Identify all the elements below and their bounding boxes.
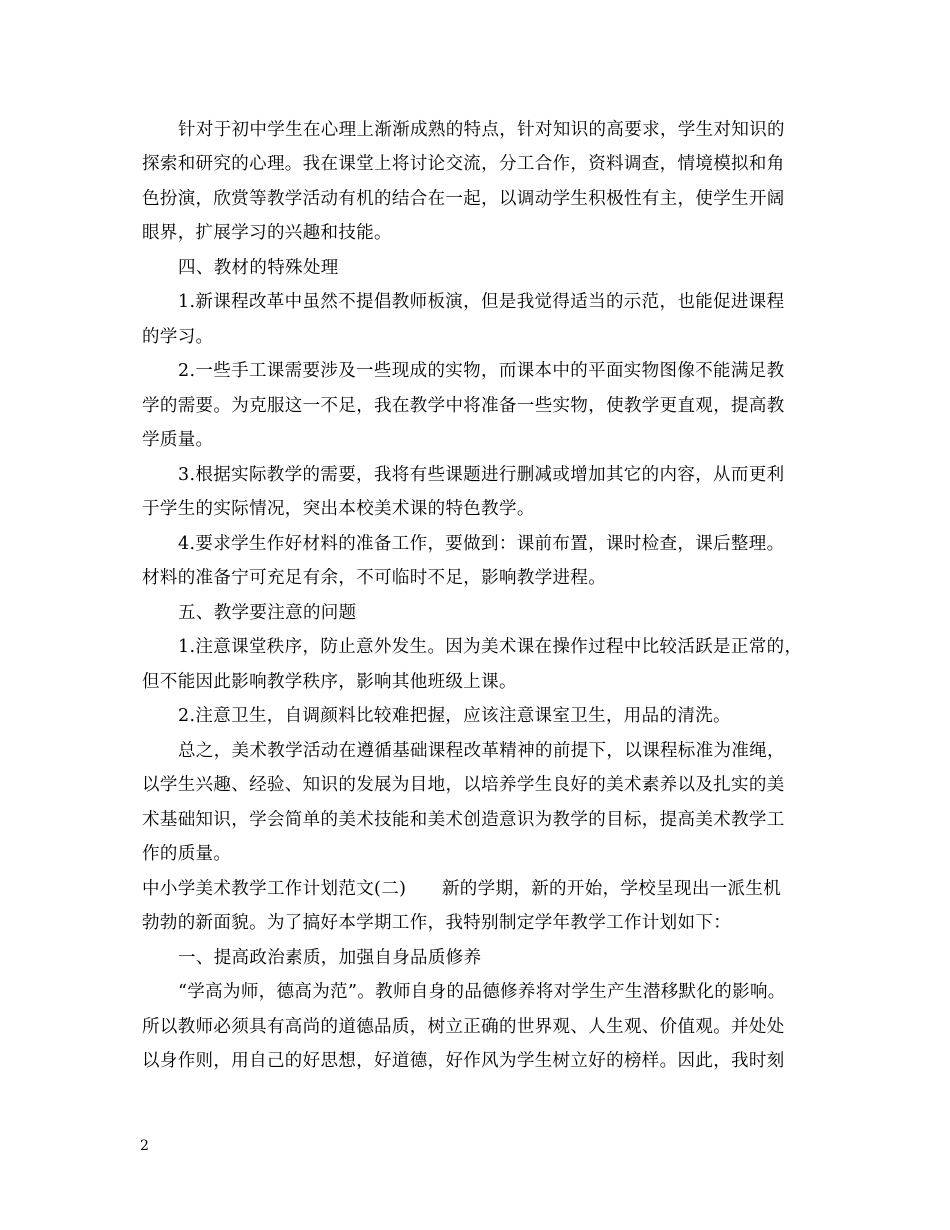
text-line: 于学生的实际情况，突出本校美术课的特色教学。: [142, 499, 535, 519]
text-line: 1.注意课堂秩序，防止意外发生。因为美术课在操作过程中比较活跃是正常的，: [178, 637, 803, 657]
document-subtitle: 中小学美术教学工作计划范文(二) 新的学期，新的开始，学校呈现出一派生机: [142, 879, 782, 899]
text-line: 的学习。: [142, 327, 214, 347]
text-line: 学质量。: [142, 430, 214, 450]
text-line: 作的质量。: [142, 844, 232, 864]
page-number: 2: [140, 1138, 149, 1154]
text-line: 色扮演，欣赏等教学活动有机的结合在一起，以调动学生积极性有主，使学生开阔: [142, 189, 785, 209]
text-line: 针对于初中学生在心理上渐渐成熟的特点，针对知识的高要求，学生对知识的: [178, 120, 785, 140]
text-line: 以身作则，用自己的好思想，好道德，好作风为学生树立好的榜样。因此，我时刻: [142, 1051, 785, 1071]
text-line: 总之，美术教学活动在遵循基础课程改革精神的前提下，以课程标准为准绳，: [178, 741, 785, 761]
text-line: 眼界，扩展学习的兴趣和技能。: [142, 223, 392, 243]
text-line: 但不能因此影响教学秩序，影响其他班级上课。: [142, 672, 517, 692]
text-line: 学的需要。为克服这一不足，我在教学中将准备一些实物，使教学更直观，提高教: [142, 396, 785, 416]
section-heading: 五、教学要注意的问题: [178, 603, 357, 623]
text-line: 所以教师必须具有高尚的道德品质，树立正确的世界观、人生观、价值观。并处处: [142, 1017, 785, 1037]
text-line: 材料的准备宁可充足有余，不可临时不足，影响教学进程。: [142, 568, 607, 588]
section-heading: 四、教材的特殊处理: [178, 258, 339, 278]
text-line: 2.注意卫生，自调颜料比较难把握，应该注意课室卫生，用品的清洗。: [178, 706, 731, 726]
text-line: 术基础知识，学会简单的美术技能和美术创造意识为教学的目标，提高美术教学工: [142, 810, 785, 830]
section-heading: 一、提高政治素质，加强自身品质修养: [178, 948, 482, 968]
text-line: 2.一些手工课需要涉及一些现成的实物，而课本中的平面实物图像不能满足教: [178, 361, 785, 381]
text-line: 以学生兴趣、经验、知识的发展为目地，以培养学生良好的美术素养以及扎实的美: [142, 775, 785, 795]
text-line: 1.新课程改革中虽然不提倡教师板演，但是我觉得适当的示范，也能促进课程: [178, 292, 785, 312]
text-line: 探索和研究的心理。我在课堂上将讨论交流，分工合作，资料调查，情境模拟和角: [142, 154, 785, 174]
text-line: “学高为师，德高为范”。教师自身的品德修养将对学生产生潜移默化的影响。: [178, 982, 786, 1002]
text-line: 3.根据实际教学的需要，我将有些课题进行删减或增加其它的内容，从而更利: [178, 465, 785, 485]
text-line: 勃勃的新面貌。为了搞好本学期工作，我特别制定学年教学工作计划如下：: [142, 913, 732, 933]
text-line: 4.要求学生作好材料的准备工作，要做到：课前布置，课时检查，课后整理。: [178, 534, 785, 554]
